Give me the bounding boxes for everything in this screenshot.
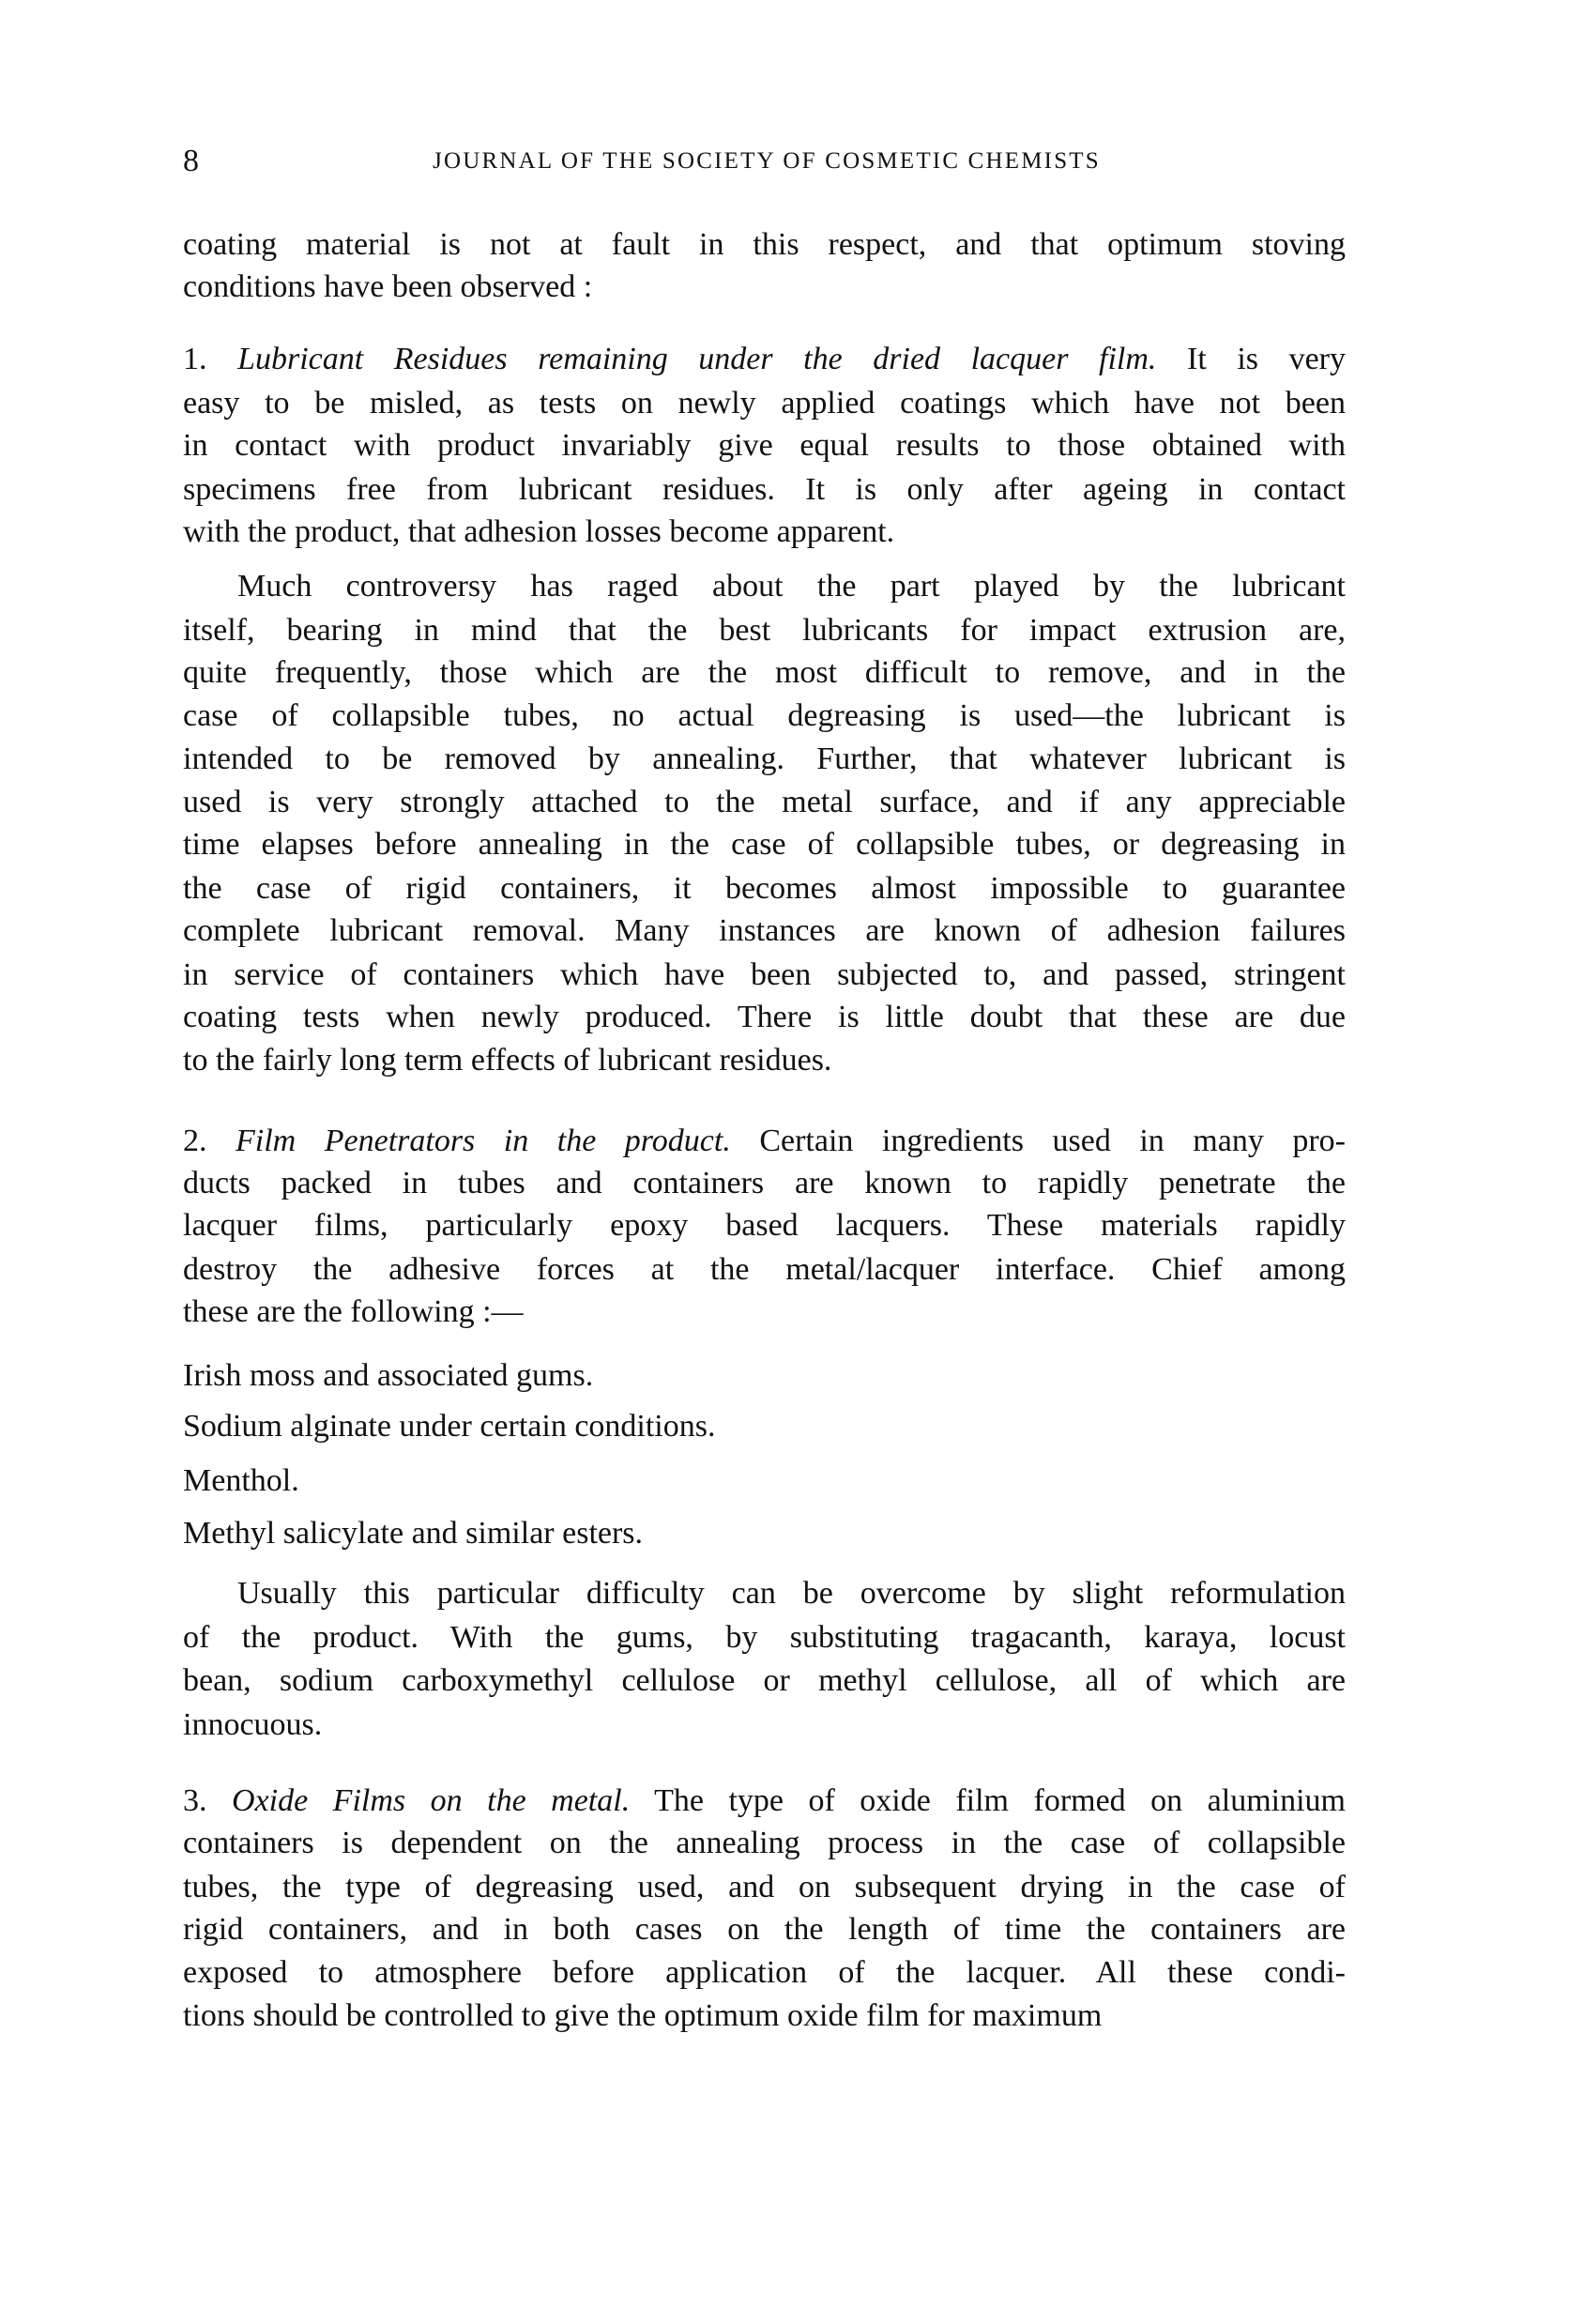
text-line: in service of containers which have been subjected to, and passed, stringent — [183, 957, 1346, 992]
section-title: Lubricant Residues remaining under the dried lacquer film. — [237, 342, 1157, 376]
text-line: Usually this particular difficulty can be overcome by slight reformulation — [237, 1576, 1346, 1611]
list-item: Methyl salicylate and similar esters. — [183, 1516, 644, 1551]
section-heading-line — [183, 1120, 1346, 1163]
section-title: Film Penetrators in the product. — [236, 1124, 731, 1158]
text-line: the case of rigid containers, it becomes almost impossible to guarantee — [183, 871, 1346, 906]
text-line: time elapses before annealing in the case of collapsible tubes, or degreasing in — [183, 827, 1346, 862]
running-header: JOURNAL OF THE SOCIETY OF COSMETIC CHEMISTS — [433, 148, 1101, 174]
text-line: these are the following :— — [183, 1294, 524, 1329]
section-number: 2. — [183, 1124, 236, 1158]
text-line: Much controversy has raged about the part played by the lubricant — [237, 569, 1346, 604]
text-line: in contact with product invariably give equal results to those obtained with — [183, 428, 1346, 463]
text-line: conditions have been observed : — [183, 269, 593, 304]
section-number: 3. — [183, 1783, 232, 1818]
heading-line-text: The type of oxide film formed on aluminium — [630, 1783, 1347, 1818]
text-line: ducts packed in tubes and containers are known to rapidly penetrate the — [183, 1166, 1346, 1200]
text-line: lacquer films, particularly epoxy based lacquers. These materials rapidly — [183, 1208, 1346, 1243]
text-line: intended to be removed by annealing. Further, that whatever lubricant is — [183, 742, 1346, 776]
text-line: bean, sodium carboxymethyl cellulose or methyl cellulose, all of which are — [183, 1663, 1346, 1698]
text-line: innocuous. — [183, 1707, 323, 1742]
text-line: coating material is not at fault in this respect, and that optimum stoving — [183, 227, 1346, 262]
section-heading-line — [183, 338, 1346, 381]
text-line: tubes, the type of degreasing used, and on subsequent drying in the case of — [183, 1870, 1346, 1904]
list-item: Sodium alginate under certain conditions. — [183, 1409, 716, 1444]
text-line: to the fairly long term effects of lubricant residues. — [183, 1043, 832, 1078]
text-line: with the product, that adhesion losses become apparent. — [183, 514, 895, 549]
text-line: easy to be misled, as tests on newly applied coatings which have not been — [183, 386, 1346, 420]
text-line: rigid containers, and in both cases on the length of time the containers are — [183, 1912, 1346, 1947]
list-item: Menthol. — [183, 1463, 299, 1498]
text-line: of the product. With the gums, by substituting tragacanth, karaya, locust — [183, 1620, 1346, 1655]
section-heading-line — [183, 1780, 1346, 1823]
text-line: itself, bearing in mind that the best lubricants for impact extrusion are, — [183, 613, 1346, 648]
section-title: Oxide Films on the metal. — [232, 1783, 631, 1818]
text-line: coating tests when newly produced. There is little doubt that these are due — [183, 1000, 1346, 1034]
list-item: Irish moss and associated gums. — [183, 1358, 594, 1393]
text-line: specimens free from lubricant residues. It is only after ageing in contact — [183, 472, 1346, 507]
text-line: quite frequently, those which are the most difficult to remove, and in the — [183, 655, 1346, 690]
page-number: 8 — [183, 144, 199, 178]
text-line: destroy the adhesive forces at the metal/lacquer interface. Chief among — [183, 1252, 1346, 1287]
text-line: complete lubricant removal. Many instances are known of adhesion failures — [183, 913, 1346, 948]
text-line: case of collapsible tubes, no actual degreasing is used—the lubricant is — [183, 698, 1346, 733]
text-line: containers is dependent on the annealing process in the case of collapsible — [183, 1826, 1346, 1860]
section-number: 1. — [183, 342, 238, 376]
heading-line-text: It is very — [1156, 342, 1347, 376]
text-line: used is very strongly attached to the metal surface, and if any appreciable — [183, 785, 1346, 819]
heading-line-text: Certain ingredients used in many pro- — [730, 1124, 1346, 1158]
text-line: tions should be controlled to give the optimum oxide film for maximum — [183, 1998, 1103, 2033]
text-line: exposed to atmosphere before application of the lacquer. All these condi- — [183, 1955, 1346, 1990]
